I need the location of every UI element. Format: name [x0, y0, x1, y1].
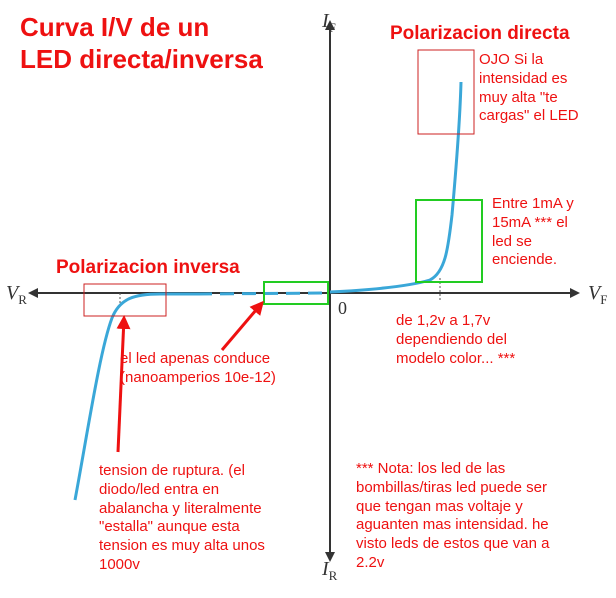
note-enciende: Entre 1mA y 15mA *** el led se enciende. — [492, 195, 574, 269]
note-apenas: el led apenas conduce (nanoamperios 10e-12) — [120, 350, 276, 386]
ojo-box — [418, 50, 474, 134]
ir-axis-label: $I_R$ — [322, 558, 338, 583]
vf-axis-label: $V_F$ — [588, 282, 608, 307]
forward-curve — [330, 82, 461, 292]
if-axis-label: $I_F$ — [322, 10, 336, 35]
note-ruptura: tension de ruptura. (el diodo/led entra en abalancha y literalmente "estalla" aunque esta tension es muy alta unos 1000v — [99, 462, 265, 573]
note-ojo: OJO Si la intensidad es muy alta "te cargas" el LED — [479, 51, 579, 125]
forward-heading: Polarizacion directa — [390, 23, 570, 44]
origin-label: 0 — [338, 298, 347, 318]
reverse-heading: Polarizacion inversa — [56, 257, 240, 278]
note-voltaje: de 1,2v a 1,7v dependiendo del modelo color... *** — [396, 312, 516, 367]
diagram-title: Curva I/V de un LED directa/inversa — [20, 12, 263, 74]
note-nota: *** Nota: los led de las bombillas/tiras led puede ser que tengan mas voltaje y aguanten mas intensidad. he visto leds de estos que van a 2.2v — [356, 460, 550, 571]
vr-axis-label: $V_R$ — [6, 282, 27, 307]
arrow-apenas — [222, 303, 262, 350]
